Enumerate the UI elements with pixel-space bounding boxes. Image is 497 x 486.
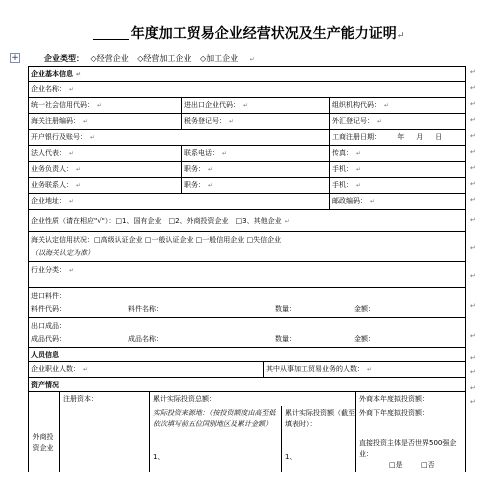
field-total-invest[interactable]: 累计实际投资总额： [153, 395, 216, 403]
field-invest-source[interactable]: 实际投资来源地：（按投资额度由高至低依次填写前五位国别地区及累计金额） [153, 409, 276, 428]
divider [149, 392, 150, 472]
field-org-code[interactable]: 组织机构代码： ↵ [329, 98, 466, 113]
table-row [28, 66, 466, 82]
field-export-products[interactable]: 出口成品： 成品代码： 成品名称： 数量： 金额： [31, 322, 375, 343]
paragraph-mark: ↵ [396, 31, 405, 41]
table-row [28, 362, 466, 378]
field-postcode[interactable]: 邮政编码： ↵ [329, 194, 466, 209]
invest-source-item-1[interactable]: 1、 [153, 453, 165, 461]
field-customs-credit-status[interactable]: 海关认定信用状况：□高级认证企业 □一般认证企业 □一般信用企业 □失信企业 （以海关认定为准） [31, 236, 282, 257]
field-tax-reg[interactable]: 税务登记号： ↵ [181, 114, 326, 129]
asset-section [28, 392, 466, 472]
field-bank-account[interactable]: 开户银行及账号： ↵ [31, 133, 96, 141]
divider [355, 392, 356, 472]
table-row [28, 146, 466, 162]
cumulative-invest-item-1[interactable]: 1、 [285, 453, 297, 461]
foreign-invest-side-label: 外商投资企业 [32, 433, 54, 452]
field-credit-code[interactable]: 统一社会信用代码： ↵ [31, 101, 103, 109]
option-processing[interactable]: ◇加工企业 [199, 54, 239, 63]
field-customs-reg[interactable]: 海关注册编码： ↵ [31, 117, 89, 125]
section-basic-info: 企业基本信息 ↵ [31, 70, 82, 78]
table-row [28, 318, 466, 348]
field-contact-phone[interactable]: 联系电话： ↵ [181, 146, 326, 161]
field-company-name[interactable]: 企业名称： ↵ [31, 85, 75, 93]
table-row [28, 178, 466, 194]
field-forex-reg[interactable]: 外汇登记号： ↵ [329, 114, 466, 129]
field-fi-next-year[interactable]: 外商下年度拟投资额： [359, 409, 429, 417]
table-row [28, 162, 466, 178]
option-operating-processing[interactable]: ◇经营加工企业 [137, 54, 192, 63]
field-total-staff[interactable]: 企业职业人数： ↵ [31, 365, 89, 373]
table-row [28, 210, 466, 232]
enterprise-type-label: 企业类型： [44, 54, 84, 63]
field-import-materials[interactable]: 进口料件： 料件代码： 料件名称： 数量： 金额： [31, 292, 375, 313]
field-fi-this-year[interactable]: 外商本年度拟投资额： [359, 395, 429, 403]
enterprise-type-line [44, 53, 255, 66]
divider [59, 392, 60, 472]
field-position-contact[interactable]: 职务： ↵ [181, 178, 326, 193]
paragraph-mark: ↵ [249, 56, 255, 63]
field-address[interactable]: 企业地址： ↵ [31, 197, 75, 205]
table-row [28, 98, 466, 114]
section-asset-info: 资产情况 [31, 381, 59, 389]
field-cumulative-invest[interactable]: 累计实际投资额（截至填表时）： [285, 409, 355, 428]
field-processing-staff[interactable]: 其中从事加工贸易业务的人数： ↵ [263, 362, 466, 377]
document-title [0, 24, 497, 46]
year-blank[interactable] [93, 25, 129, 40]
divider [281, 406, 282, 472]
field-biz-reg-date[interactable]: 工商注册日期： 年 月 日 [329, 130, 466, 145]
table-row [28, 232, 466, 262]
top500-yes-checkbox[interactable]: □是 [389, 461, 403, 469]
field-biz-contact[interactable]: 业务联系人： ↵ [31, 181, 82, 189]
table-row [28, 130, 466, 146]
table-row [28, 348, 466, 362]
table-row [28, 288, 466, 318]
field-industry[interactable]: 行业分类： ↵ [31, 266, 75, 274]
field-top500[interactable]: 直接投资主体是否世界500强企业： [359, 439, 457, 458]
option-operating[interactable]: ◇经营企业 [90, 54, 129, 63]
table-row [28, 82, 466, 98]
form-table [28, 66, 466, 472]
field-mobile-contact[interactable]: 手机： ↵ [329, 178, 466, 193]
top500-no-checkbox[interactable]: □否 [421, 461, 435, 469]
field-mobile-head[interactable]: 手机： ↵ [329, 162, 466, 177]
field-legal-rep[interactable]: 法人代表： ↵ [31, 149, 75, 157]
field-ie-code[interactable]: 进出口企业代码： ↵ [181, 98, 326, 113]
table-row [28, 262, 466, 288]
field-position-head[interactable]: 职务： ↵ [181, 162, 326, 177]
table-row [28, 114, 466, 130]
field-registered-capital[interactable]: 注册资本： [63, 395, 98, 403]
table-row [28, 194, 466, 210]
section-personnel-info: 人员信息 [31, 351, 59, 359]
field-enterprise-nature[interactable]: 企业性质（请在相应"√"）：□1、国有企业 □2、外商投资企业 □3、其他企业 ↵ [31, 217, 290, 225]
field-fax[interactable]: 传真： ↵ [329, 146, 466, 161]
title-text: 年度加工贸易企业经营状况及生产能力证明 [130, 26, 397, 42]
field-biz-head[interactable]: 业务负责人： ↵ [31, 165, 82, 173]
table-row [28, 378, 466, 392]
table-move-handle-icon[interactable]: + [11, 53, 19, 63]
